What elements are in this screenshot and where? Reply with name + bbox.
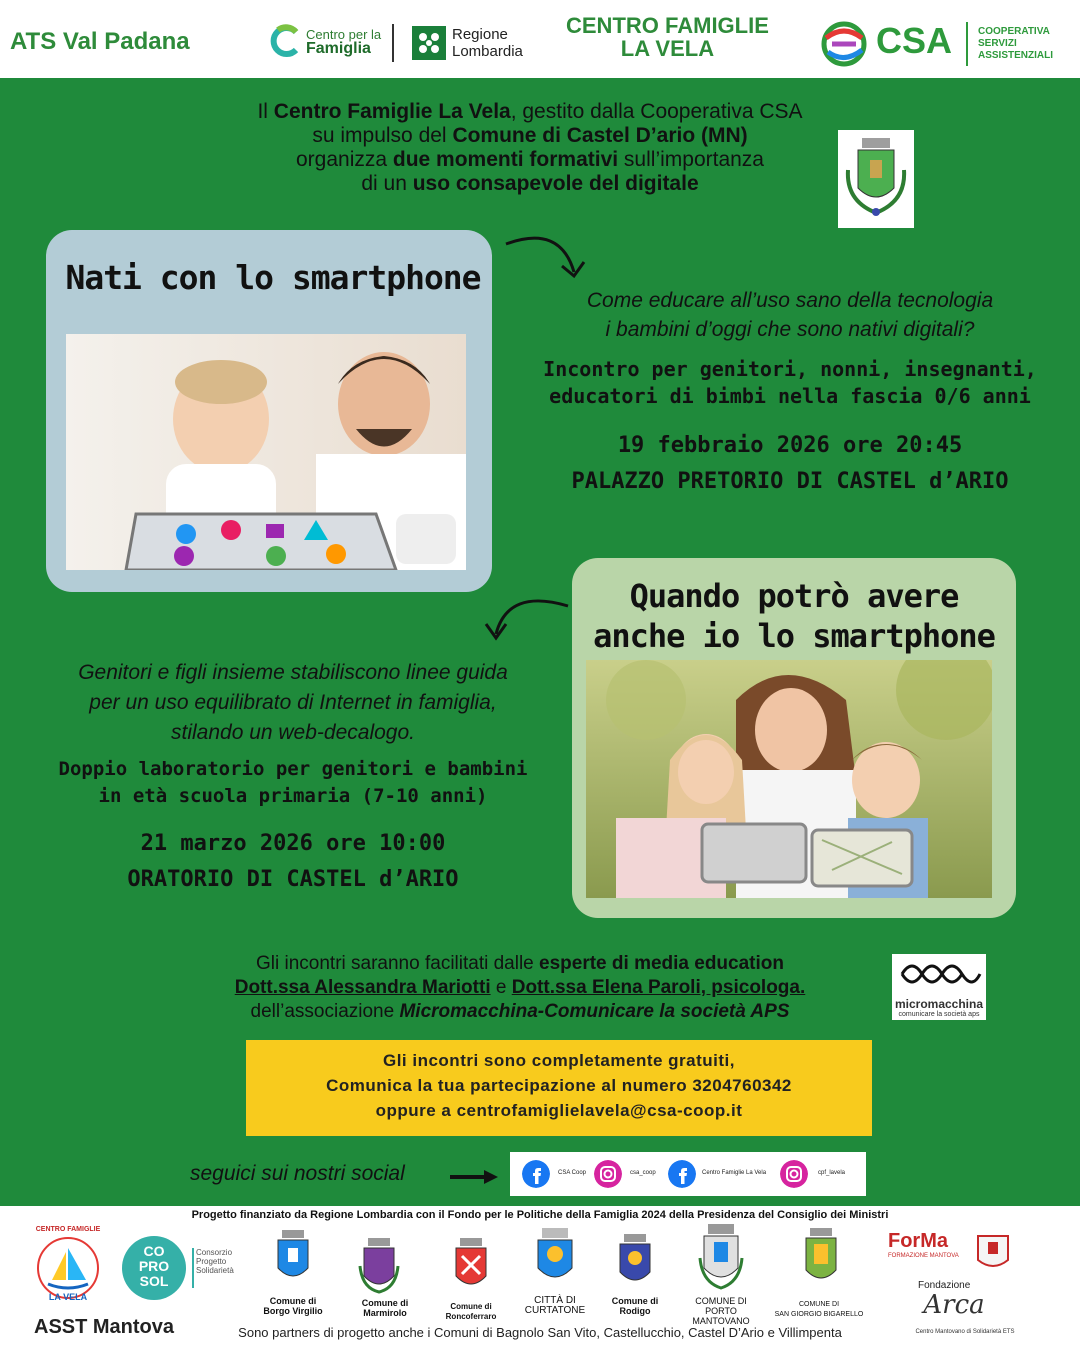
cf-line-1: CENTRO FAMIGLIE (566, 13, 769, 38)
social-label: seguici sui nostri social (190, 1162, 405, 1185)
marmirolo-crest-icon (356, 1236, 402, 1296)
parent-child-tablet-photo (66, 334, 466, 570)
event2-when-where (18, 826, 568, 898)
comune-name: Rodigo (619, 1306, 651, 1316)
micromacchina-name: micromacchina (894, 997, 984, 1011)
coprosol-logo-text (122, 1244, 186, 1289)
fondazione-label: Fondazione (918, 1280, 971, 1291)
comune-label (426, 1302, 516, 1322)
borgo-virgilio-crest-icon (270, 1228, 316, 1292)
info-phone: Comunica la tua partecipazione al numero 3204760342 (326, 1076, 792, 1095)
funding-statement: Progetto finanziato da Regione Lombardia con il Fondo per le Politiche della Famiglia 2024 della Presidenza del Consiglio dei Ministri (191, 1209, 889, 1221)
event1-audience-line: educatori di bimbi nella fascia 0/6 anni (549, 384, 1031, 408)
facebook-icon[interactable] (522, 1160, 550, 1188)
curtatone-crest-icon (530, 1226, 580, 1290)
intro-text: , gestito dalla Cooperativa CSA (510, 100, 803, 123)
csa-sub-2: SERVIZI (978, 38, 1017, 49)
event2-description-line: Genitori e figli insieme stabiliscono linee guida (78, 661, 508, 684)
comune-line: CITTÀ DI (534, 1295, 576, 1306)
event2-title-line: Quando potrò avere (629, 577, 959, 615)
event2-audience-line: in età scuola primaria (7-10 anni) (98, 785, 488, 807)
forma-logo (888, 1230, 960, 1274)
centro-per-la-text: Centro per la (306, 27, 382, 42)
facebook-icon[interactable] (668, 1160, 696, 1188)
intro-bold: uso consapevole del digitale (412, 172, 699, 195)
comune-name: Marmirolo (363, 1308, 407, 1318)
regione-lombardia-text (452, 26, 523, 60)
csa-logo-text: CSA (876, 20, 953, 61)
partners-statement: Sono partners di progetto anche i Comuni di Bagnolo San Vito, Castellucchio, Castel D’Ario e Villimpenta (238, 1325, 842, 1340)
csa-subtitle (978, 26, 1053, 62)
cf-line-2: LA VELA (620, 36, 715, 61)
info-email[interactable]: oppure a centrofamiglielavela@csa-coop.it (375, 1101, 743, 1120)
social-handle-csa-instagram[interactable]: csa_coop (630, 1170, 656, 1176)
centro-famiglie-la-vela-title (566, 14, 769, 60)
coprosol-desc-line: Consorzio (196, 1248, 233, 1257)
event1-question-line: i bambini d’oggi che sono nativi digitali? (605, 318, 975, 341)
centro-famiglia-logo-icon (268, 24, 302, 58)
instagram-icon[interactable] (780, 1160, 808, 1188)
coprosol-sol: SOL (139, 1273, 169, 1289)
experts-text: e (490, 977, 512, 998)
arca-logo-sub: Centro Mantovano di Solidarietà ETS (915, 1329, 1015, 1335)
comune-name: SAN GIORGIO BIGARELLO (774, 1311, 864, 1318)
event2-place: ORATORIO DI CASTEL d’ARIO (127, 867, 459, 892)
micromacchina-logo-icon (892, 954, 986, 994)
intro-bold: Comune di Castel D’ario (MN) (452, 124, 748, 147)
comune-line: Comune di (361, 1298, 409, 1308)
porto-mantovano-crest-icon (696, 1222, 746, 1292)
expert-paroli: Dott.ssa Elena Paroli, psicologa. (511, 977, 806, 998)
event2-description-line: stilando un web-decalogo. (170, 721, 415, 744)
event2-description-line: per un uso equilibrato di Internet in famiglia, (89, 691, 497, 714)
provincia-mantova-crest-icon (968, 1232, 1018, 1274)
arca-logo-text: Arca (923, 1290, 985, 1320)
csa-sub-3: ASSISTENZIALI (978, 50, 1054, 61)
comune-label (510, 1296, 600, 1316)
social-handle-lavela-facebook[interactable]: Centro Famiglie La Vela (702, 1170, 767, 1176)
la-vela-logo-text: CENTRO FAMIGLIE (35, 1226, 101, 1233)
asst-mantova-text: ASST Mantova (34, 1316, 175, 1338)
event2-audience-line: Doppio laboratorio per genitori e bambini (58, 758, 528, 780)
instagram-icon[interactable] (594, 1160, 622, 1188)
mother-children-tablet-photo (586, 660, 992, 898)
intro-text: organizza (296, 148, 393, 171)
event1-date: 19 febbraio 2026 ore 20:45 (617, 433, 963, 458)
coprosol-pro: PRO (138, 1258, 170, 1274)
comune-line: Comune di (450, 1302, 492, 1311)
event2-description (18, 658, 568, 748)
intro-text: Il (257, 100, 274, 123)
intro-text: su impulso del (312, 124, 453, 147)
comune-label (774, 1300, 864, 1320)
event2-title (574, 576, 1014, 656)
event1-when-where (520, 428, 1060, 500)
la-vela-logo-sub: LA VELA (48, 1292, 88, 1302)
curved-arrow-icon (500, 228, 596, 288)
info-free: Gli incontri sono completamente gratuiti, (382, 1051, 736, 1070)
event1-title: Nati con lo smartphone (65, 258, 481, 297)
coprosol-desc-line: Solidarietà (196, 1266, 234, 1275)
social-handle-lavela-instagram[interactable]: cpf_lavela (818, 1170, 846, 1176)
centro-famiglia-logo-text (306, 28, 386, 56)
regione-text: Regione (452, 26, 508, 43)
info-box-text (246, 1048, 872, 1123)
forma-logo-text: ForMa (888, 1230, 948, 1252)
header-divider (392, 24, 394, 62)
rodigo-crest-icon (612, 1232, 658, 1294)
famiglia-text: Famiglia (306, 40, 371, 57)
comune-label (676, 1296, 766, 1326)
forma-logo-sub: FORMAZIONE MANTOVA (888, 1253, 959, 1259)
lombardia-text: Lombardia (452, 43, 523, 60)
comune-line: COMUNE DI (798, 1301, 840, 1308)
comune-line: Comune di (269, 1296, 317, 1306)
event1-question-line: Come educare all’uso sano della tecnologia (586, 289, 994, 312)
csa-sub-1: COOPERATIVA (978, 26, 1050, 37)
comune-label (248, 1296, 338, 1316)
event1-audience (520, 356, 1060, 410)
social-handle-csa-facebook[interactable]: CSA Coop (558, 1170, 587, 1176)
event2-title-line: anche io lo smartphone (593, 617, 995, 655)
expert-mariotti: Dott.ssa Alessandra Mariotti (234, 977, 491, 998)
experts-text: Gli incontri saranno facilitati dalle (256, 953, 540, 974)
comune-name: Borgo Virgilio (263, 1306, 323, 1316)
coprosol-co: CO (143, 1243, 165, 1259)
coprosol-desc-line: Progetto (196, 1257, 227, 1266)
roncoferraro-crest-icon (448, 1236, 494, 1296)
event2-audience (18, 756, 568, 810)
intro-paragraph (170, 100, 890, 196)
comune-line: COMUNE DI (695, 1296, 747, 1306)
micromacchina-subtitle: comunicare la società aps (898, 1011, 980, 1018)
experts-text: dell’associazione (250, 1001, 400, 1022)
event1-question (520, 286, 1060, 344)
comune-name: PORTO MANTOVANO (692, 1306, 750, 1326)
comune-line: Comune di (611, 1296, 659, 1306)
ats-logo-text: ATS Val Padana (10, 28, 190, 55)
comune-label (590, 1296, 680, 1316)
event2-date: 21 marzo 2026 ore 10:00 (140, 831, 446, 856)
intro-bold: Centro Famiglie La Vela (273, 100, 511, 123)
csa-divider (966, 22, 968, 66)
castel-dario-crest-icon (838, 130, 914, 228)
san-giorgio-bigarello-crest-icon (798, 1226, 844, 1294)
experts-paragraph (120, 952, 920, 1024)
intro-bold: due momenti formativi (392, 148, 619, 171)
comune-label (340, 1298, 430, 1318)
arrow-right-icon (450, 1170, 498, 1184)
experts-bold: esperte di media education (539, 953, 784, 974)
association-name: Micromacchina-Comunicare la società APS (399, 1001, 790, 1022)
csa-logo-icon (818, 20, 870, 68)
micromacchina-logo (892, 954, 986, 1020)
coprosol-description (196, 1248, 234, 1275)
coprosol-divider (192, 1248, 194, 1288)
comune-name: Roncoferraro (445, 1312, 497, 1321)
intro-text: di un (361, 172, 413, 195)
social-links-box (510, 1152, 866, 1196)
curved-arrow-icon (478, 592, 574, 648)
event1-place: PALAZZO PRETORIO DI CASTEL d’ARIO (571, 469, 1009, 494)
comune-name: CURTATONE (524, 1305, 586, 1316)
event1-audience-line: Incontro per genitori, nonni, insegnanti, (543, 357, 1037, 381)
intro-text: sull’importanza (618, 148, 764, 171)
regione-lombardia-logo-icon (412, 26, 446, 60)
